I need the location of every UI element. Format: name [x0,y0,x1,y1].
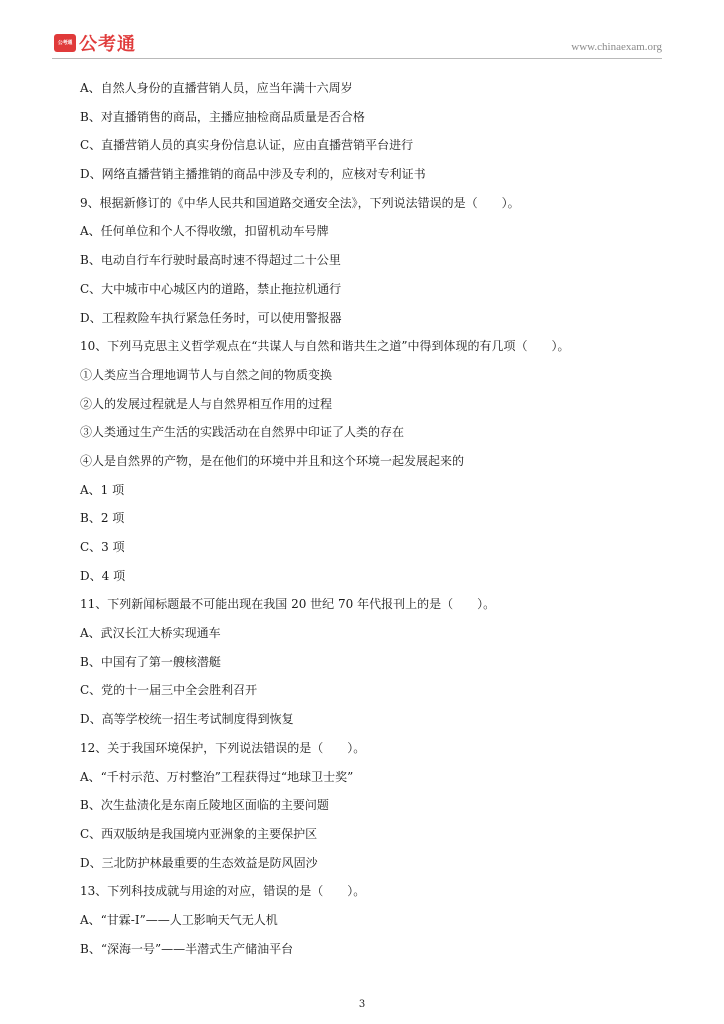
text-line: ②人的发展过程就是人与自然界相互作用的过程 [80,396,333,411]
text-line: C、3 项 [80,540,125,554]
text-line: A、自然人身份的直播营销人员，应当年满十六周岁 [80,81,353,95]
text-line: D、4 项 [80,568,126,583]
text-line: C、大中城市中心城区内的道路，禁止拖拉机通行 [80,281,342,296]
text-line: B、2 项 [80,511,125,526]
text-line: A、“千村示范、万村整治”工程获得过“地球卫士奖” [80,769,354,784]
text-line: C、直播营销人员的真实身份信息认证，应由直播营销平台进行 [80,138,414,153]
document-body [80,78,650,967]
text-line: A、1 项 [80,482,125,497]
site-url: www.chinaexam.org [571,41,662,53]
header-divider [52,58,662,59]
question-stem: 9、根据新修订的《中华人民共和国道路交通安全法》，下列说法错误的是（ ）。 [80,195,520,210]
page-header [54,33,662,57]
question-stem: 12、关于我国环境保护，下列说法错误的是（ ）。 [80,740,366,755]
text-line: B、对直播销售的商品，主播应抽检商品质量是否合格 [80,109,365,124]
logo-badge: 公考通 [54,34,76,52]
text-line: A、“甘霖-Ⅰ”——人工影响天气无人机 [80,912,278,927]
page-number: 3 [358,999,366,1010]
text-line: D、网络直播营销主播推销的商品中涉及专利的，应核对专利证书 [80,167,426,182]
question-stem: 13、下列科技成就与用途的对应，错误的是（ ）。 [80,884,366,899]
text-line: A、武汉长江大桥实现通车 [80,626,221,641]
text-line: C、党的十一届三中全会胜利召开 [80,683,258,698]
text-line: D、工程救险车执行紧急任务时，可以使用警报器 [80,310,342,325]
text-line: ①人类应当合理地调节人与自然之间的物质变换 [80,367,333,382]
question-stem: 10、下列马克思主义哲学观点在“共谋人与自然和谐共生之道”中得到体现的有几项（ ）。 [80,339,570,354]
text-line: B、电动自行车行驶时最高时速不得超过二十公里 [80,253,341,268]
text-line: ③人类通过生产生活的实践活动在自然界中印证了人类的存在 [80,425,405,440]
text-line: C、西双版纳是我国境内亚洲象的主要保护区 [80,826,318,841]
text-line: A、任何单位和个人不得收缴，扣留机动车号牌 [80,224,329,239]
text-line: D、高等学校统一招生考试制度得到恢复 [80,712,294,727]
question-stem: 11、下列新闻标题最不可能出现在我国 20 世纪 70 年代报刊上的是（ ）。 [80,597,496,612]
text-line: B、次生盐渍化是东南丘陵地区面临的主要问题 [80,798,329,813]
text-line: B、“深海一号”——半潜式生产储油平台 [80,941,294,956]
text-line: D、三北防护林最重要的生态效益是防风固沙 [80,855,318,870]
text-line: B、中国有了第一艘核潜艇 [80,654,221,669]
logo-text: 公考通 [79,34,136,55]
text-line: ④人是自然界的产物，是在他们的环境中并且和这个环境一起发展起来的 [80,453,465,468]
